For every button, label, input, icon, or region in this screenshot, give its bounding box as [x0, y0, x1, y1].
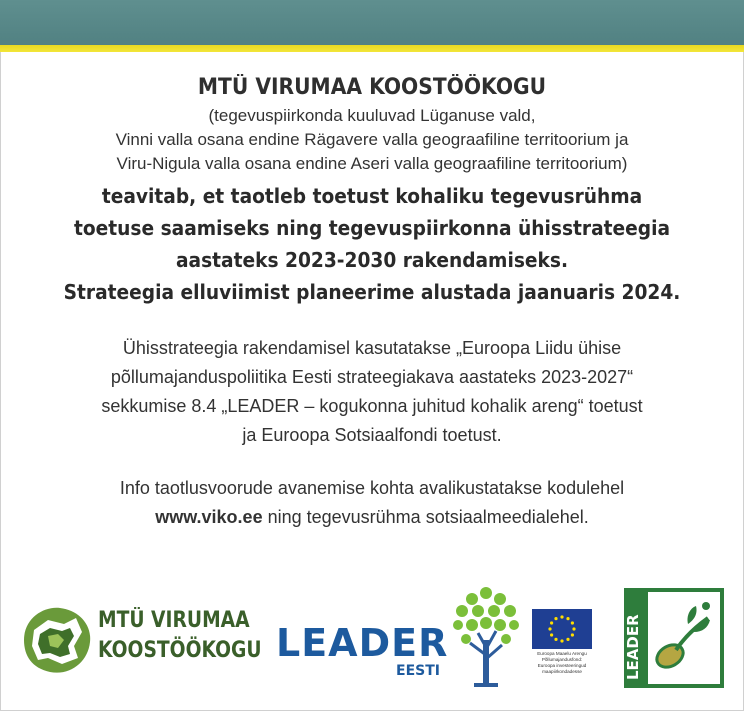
- funding-line: põllumajanduspoliitika Eesti strateegiakava aastateks 2023-2027“: [110, 367, 634, 387]
- leader-eu-logo-icon: [624, 588, 724, 688]
- mtu-logo-text: [98, 606, 262, 666]
- eu-caption-line: Euroopa investeeringud: [537, 663, 587, 668]
- green-tree-icon: [450, 585, 522, 690]
- header-band: [0, 0, 744, 52]
- info-line: Info taotlusvoorude avanemise kohta avalikustatakse kodulehel: [119, 478, 625, 498]
- eu-caption-line: Põllumajandusfond:: [541, 657, 583, 662]
- funding-line: Ühisstrateegia rakendamisel kasutatakse „Euroopa Liidu ühise: [122, 338, 622, 358]
- eu-caption-line: Euroopa Maaelu Arengu: [537, 651, 587, 656]
- website-link[interactable]: www.viko.ee: [155, 507, 263, 527]
- statement-line: aastateks 2023-2030 rakendamiseks.: [175, 248, 569, 272]
- leader-eu-word: LEADER: [624, 614, 642, 680]
- funding-line: ja Euroopa Sotsiaalfondi toetust.: [242, 425, 502, 445]
- statement-line: teavitab, et taotleb toetust kohaliku tegevusrühma: [101, 184, 643, 208]
- virumaa-map-icon: [18, 600, 96, 680]
- logo-strip: [0, 585, 744, 700]
- leader-eesti-word: LEADER: [276, 621, 449, 665]
- eu-caption: [530, 651, 594, 675]
- announcement-statement: [0, 180, 744, 308]
- eu-fund-logo: [530, 607, 594, 687]
- mtu-logo-line: MTÜ VIRUMAA: [98, 608, 250, 633]
- info-line-rest: ning tegevusrühma sotsiaalmeedialehel.: [262, 507, 589, 527]
- territory-line: Vinni valla osana endine Rägavere valla geograafiline territoorium ja: [115, 130, 629, 149]
- leader-eesti-logo: [276, 621, 449, 679]
- info-line-2: [0, 503, 744, 532]
- territory-note: [0, 104, 744, 176]
- announcement-content: [0, 74, 744, 532]
- mtu-logo-line: KOOSTÖÖKOGU: [98, 638, 262, 663]
- funding-paragraph: [0, 334, 744, 450]
- statement-line: toetuse saamiseks ning tegevuspiirkonna ühisstrateegia: [73, 216, 671, 240]
- eu-caption-line: maapiirkondadesse: [542, 669, 582, 674]
- info-paragraph: [0, 474, 744, 532]
- territory-line: Viru-Nigula valla osana endine Aseri valla geograafiline territoorium): [116, 154, 628, 173]
- territory-line: (tegevuspiirkonda kuuluvad Lüganuse vald,: [208, 106, 536, 125]
- funding-line: sekkumise 8.4 „LEADER – kogukonna juhitud kohalik areng“ toetust: [101, 396, 643, 416]
- statement-line: Strateegia elluviimist planeerime alustada jaanuaris 2024.: [63, 280, 681, 304]
- org-title: MTÜ VIRUMAA KOOSTÖÖKOGU: [197, 75, 547, 100]
- eu-flag-icon: [532, 609, 592, 649]
- mtu-logo: [18, 600, 262, 680]
- leader-eesti-sub: EESTI: [396, 663, 440, 679]
